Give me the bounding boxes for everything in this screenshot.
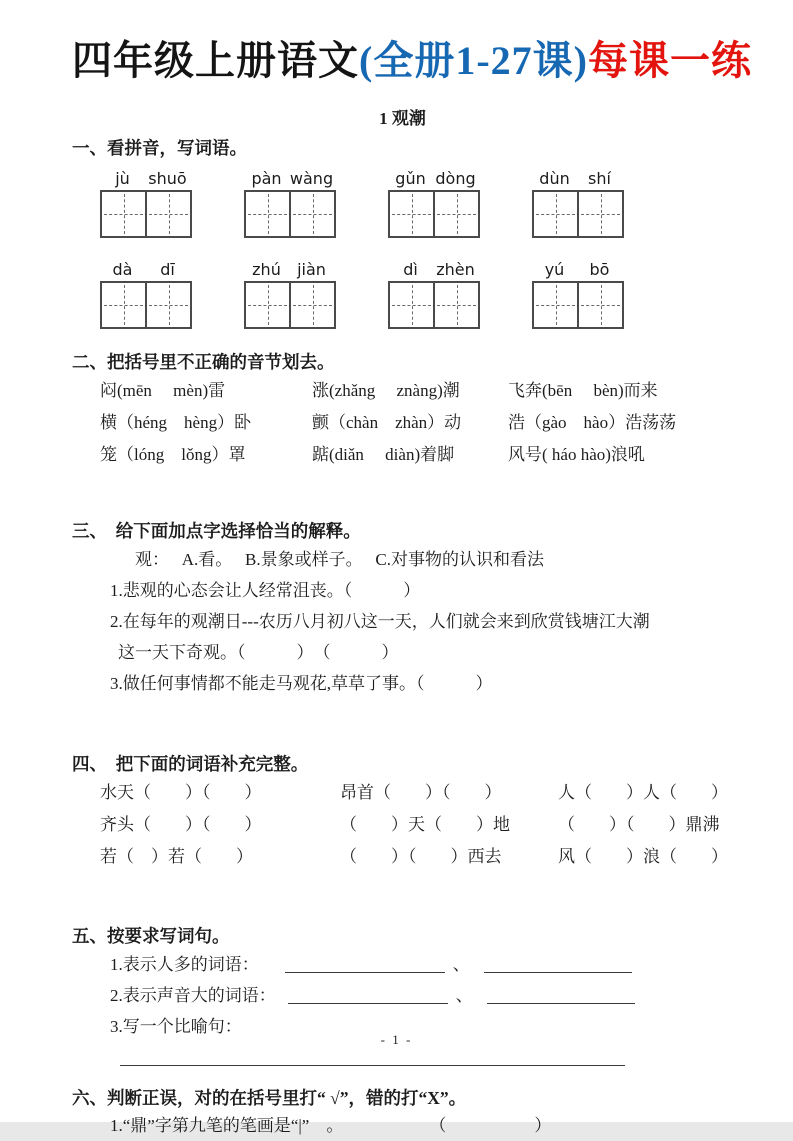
section6-item: [72, 1111, 733, 1141]
idiom-fill-item: 若（ ）若（ ）: [100, 847, 253, 866]
section2-row: [72, 439, 733, 471]
syllable-choice-item: 飞奔(bēn bèn)而来: [508, 381, 658, 400]
tianzi-cell: [289, 283, 334, 327]
section5-item-label: 1.表示人多的词语：: [110, 955, 259, 974]
pinyin-syllable: dòng: [435, 169, 476, 188]
idiom-fill-item: 人（ ）人（ ）: [558, 783, 728, 802]
tianzi-cell: [390, 283, 433, 327]
lesson-title: 1 观潮: [379, 109, 426, 128]
pinyin-word-box: [388, 260, 480, 329]
syllable-choice-item: 浩（gào hào）浩荡荡: [508, 413, 677, 432]
section2-row: [72, 407, 733, 439]
tianzi-cell: [289, 192, 334, 236]
pinyin-syllable: shuō: [148, 169, 187, 188]
tianzi-cell: [145, 192, 190, 236]
section2-header: 二、把括号里不正确的音节划去。: [72, 352, 335, 372]
idiom-fill-item: 水天（ ）（ ）: [100, 783, 262, 802]
pinyin-row-1: [72, 169, 733, 238]
pinyin-labels: [532, 169, 624, 190]
section5-item: [72, 980, 733, 1011]
list-separator: 、: [455, 986, 473, 1005]
pinyin-word-box: [100, 260, 192, 329]
answer-blank: [120, 1048, 625, 1066]
section5-item-label: 2.表示声音大的词语：: [110, 986, 276, 1005]
pinyin-syllable: dùn: [539, 169, 570, 188]
tianzi-cell: [433, 283, 478, 327]
idiom-fill-item: 昂首（ ）（ ）: [340, 783, 502, 802]
syllable-choice-item: 横（héng hèng）卧: [100, 413, 252, 432]
tianzi-grid: [388, 190, 480, 238]
section4-header: 四、 把下面的词语补充完整。: [72, 754, 309, 774]
tianzi-cell: [145, 283, 190, 327]
tianzi-cell: [246, 283, 289, 327]
tianzi-grid: [100, 281, 192, 329]
tianzi-grid: [532, 281, 624, 329]
list-separator: 、: [452, 955, 470, 974]
section3-item-continuation: 这一天下奇观。（ ） （ ）: [118, 643, 399, 662]
tianzi-grid: [244, 190, 336, 238]
pinyin-word-box: [244, 169, 336, 238]
pinyin-labels: [100, 169, 192, 190]
pinyin-labels: [100, 260, 192, 281]
tianzi-grid: [388, 281, 480, 329]
idiom-fill-item: （ ）（ ）鼎沸: [558, 815, 720, 834]
pinyin-syllable: yú: [544, 260, 565, 279]
tianzi-cell: [433, 192, 478, 236]
pinyin-word-box: [532, 260, 624, 329]
syllable-choice-item: 颤（chàn zhàn）动: [312, 413, 462, 432]
idiom-fill-item: （ ）（ ）西去: [340, 847, 502, 866]
tianzi-grid: [244, 281, 336, 329]
title-part-red: 每课一练: [587, 38, 752, 83]
document-title: [72, 36, 752, 86]
pinyin-labels: [532, 260, 624, 281]
pinyin-word-box: [100, 169, 192, 238]
tianzi-cell: [577, 283, 622, 327]
answer-blank: [487, 986, 635, 1004]
pinyin-syllable: dī: [160, 260, 175, 279]
pinyin-labels: [388, 169, 480, 190]
section5-header: 五、按要求写词句。: [72, 926, 230, 946]
pinyin-syllable: wàng: [289, 169, 334, 188]
page-number: - 1 -: [380, 1032, 413, 1047]
section4-row: [72, 777, 733, 809]
pinyin-syllable: jiàn: [297, 260, 326, 279]
pinyin-syllable: zhèn: [436, 260, 475, 279]
pinyin-word-box: [532, 169, 624, 238]
title-part-black: 四年级上册语文: [72, 38, 359, 83]
tianzi-cell: [102, 192, 145, 236]
pinyin-labels: [388, 260, 480, 281]
idiom-fill-item: 齐头（ ）（ ）: [100, 815, 262, 834]
idiom-fill-item: 风（ ）浪（ ）: [558, 847, 728, 866]
pinyin-labels: [244, 169, 336, 190]
section6-item-text: 1.“鼎”字第九笔的笔画是“|” 。: [110, 1116, 344, 1135]
syllable-choice-item: 闷(mēn mèn)雷: [100, 381, 226, 400]
syllable-choice-item: 风号( háo hào)浪吼: [508, 445, 645, 464]
answer-bracket: （ ）: [429, 1116, 570, 1135]
section6-header: 六、判断正误，对的在括号里打“ √”，错的打“X”。: [72, 1088, 467, 1108]
title-part-blue: (全册1-27课): [359, 38, 588, 83]
answer-blank: [484, 955, 632, 973]
syllable-choice-item: 涨(zhǎng znàng)潮: [312, 381, 460, 400]
pinyin-syllable: dà: [112, 260, 133, 279]
pinyin-syllable: jù: [115, 169, 130, 188]
pinyin-syllable: dì: [403, 260, 418, 279]
section3-definition: 观： A.看。 B.景象或样子。 C.对事物的认识和看法: [135, 550, 544, 569]
pinyin-syllable: shí: [588, 169, 611, 188]
pinyin-row-2: [72, 260, 733, 329]
section1-header: 一、看拼音，写词语。: [72, 138, 247, 158]
section3-header: 三、 给下面加点字选择恰当的解释。: [72, 521, 361, 541]
tianzi-cell: [390, 192, 433, 236]
section3-item: 2.在每年的观潮日---农历八月初八这一天，人们就会来到欣赏钱塘江大潮: [110, 612, 650, 631]
tianzi-cell: [102, 283, 145, 327]
section3-item: 3.做任何事情都不能走马观花,草草了事。（ ）: [110, 674, 493, 693]
pinyin-syllable: gǔn: [395, 169, 426, 188]
tianzi-grid: [532, 190, 624, 238]
pinyin-labels: [244, 260, 336, 281]
section2-row: [72, 375, 733, 407]
tianzi-cell: [246, 192, 289, 236]
section5-item-label: 3.写一个比喻句：: [110, 1017, 242, 1036]
pinyin-syllable: zhú: [252, 260, 281, 279]
tianzi-grid: [100, 190, 192, 238]
section5-item: [72, 949, 733, 980]
pinyin-word-box: [388, 169, 480, 238]
answer-blank: [288, 986, 448, 1004]
syllable-choice-item: 笼（lóng lǒng）罩: [100, 445, 246, 464]
idiom-fill-item: （ ）天（ ）地: [340, 815, 510, 834]
tianzi-cell: [534, 283, 577, 327]
syllable-choice-item: 踮(diǎn diàn)着脚: [312, 445, 455, 464]
section4-row: [72, 841, 733, 873]
tianzi-cell: [534, 192, 577, 236]
pinyin-syllable: pàn: [251, 169, 282, 188]
section4-row: [72, 809, 733, 841]
tianzi-cell: [577, 192, 622, 236]
pinyin-syllable: bō: [589, 260, 610, 279]
section3-item: 1.悲观的心态会让人经常沮丧。（ ）: [110, 581, 421, 600]
answer-blank: [285, 955, 445, 973]
pinyin-word-box: [244, 260, 336, 329]
